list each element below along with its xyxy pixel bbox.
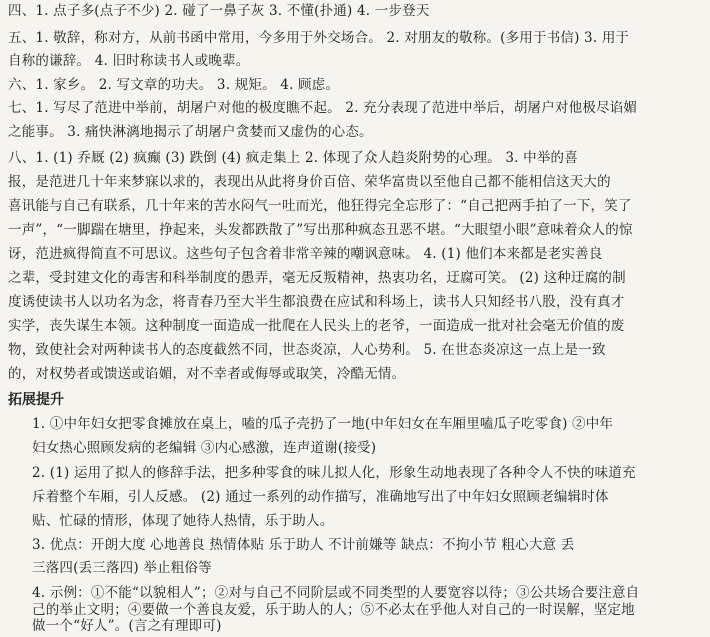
answer-line: 一声”，“一脚踹在塘里，挣起来，头发都跌散了”写出那种疯态丑恶不堪。“大眼望小眼”意味着众人的惊 bbox=[8, 222, 633, 238]
section-title: 拓展提升 bbox=[8, 392, 64, 408]
answer-line: 己的举止文明；④要做一个善良友爱，乐于助人的人；⑤不必太在乎他人对自己的一时误解，坚定地 bbox=[32, 602, 635, 618]
answer-line: 做一个“好人”。(言之有理即可) bbox=[32, 618, 222, 634]
answer-line: 四、1. 点子多(点子不少) 2. 碰了一鼻子灰 3. 不懂(扑通) 4. 一步登天 bbox=[8, 3, 430, 19]
answer-line: 4. 示例：①不能“以貌相人”；②对与自己不同阶层或不同类型的人要宽容以待；③公共场合要注意自 bbox=[32, 585, 640, 601]
answer-line: 斥着整个车厢，引人反感。 (2) 通过一系列的动作描写，准确地写出了中年妇女照顾老编辑时体 bbox=[32, 489, 609, 505]
answer-line: 度诱使读书人以功名为念，将青春乃至大半生都浪费在应试和科场上，读书人只知经书八股，没有真才 bbox=[8, 294, 625, 310]
answer-line: 物，致使社会对两种读书人的态度截然不同，世态炎凉，人心势利。 5. 在世态炎凉这一点上是一致 bbox=[8, 342, 606, 358]
answer-line: 讶，范进疯得简直不可思议。这些句子包含着非常辛辣的嘲讽意味。 4. (1) 他们本来都是老实善良 bbox=[8, 246, 603, 262]
answer-line: 八、1. (1) 乔厩 (2) 疯癫 (3) 跌倒 (4) 疯走集上 2. 体现了众人趋炎附势的心理。 3. 中举的喜 bbox=[8, 150, 578, 166]
answer-line: 妇女热心照顾发病的老编辑 ③内心感激，连声道谢(接受) bbox=[32, 440, 377, 456]
answer-line: 贴、忙碌的情形，体现了她待人热情，乐于助人。 bbox=[32, 513, 334, 529]
answer-line: 1. ①中年妇女把零食摊放在桌上，嗑的瓜子壳扔了一地(中年妇女在车厢里嗑瓜子吃零食) ②中年 bbox=[32, 416, 614, 432]
answer-line: 2. (1) 运用了拟人的修辞手法，把多种零食的味儿拟人化，形象生动地表现了各种令人不快的味道充 bbox=[32, 465, 636, 481]
answer-line: 六、1. 家乡。 2. 写文章的功夫。 3. 规矩。 4. 顾虑。 bbox=[8, 77, 340, 93]
answer-line: 的，对权势者或馈送或谄媚，对不幸者或侮辱或取笑，冷酷无情。 bbox=[8, 366, 406, 382]
answer-line: 3. 优点：开朗大度 心地善良 热情体贴 乐于助人 不计前嫌等 缺点：不拘小节 粗心大意 丢 bbox=[32, 537, 575, 553]
answer-line: 之辈，受封建文化的毒害和科举制度的愚弄，毫无反叛精神，热衷功名，迂腐可笑。 (2) 这种迂腐的制 bbox=[8, 270, 626, 286]
answer-line: 七、1. 写尽了范进中举前，胡屠户对他的极度瞧不起。 2. 充分表现了范进中举后，胡屠户对他极尽谄媚 bbox=[8, 100, 638, 116]
answer-line: 之能事。 3. 痛快淋漓地揭示了胡屠户贪婪而又虚伪的心态。 bbox=[8, 124, 373, 140]
answer-line: 报，是范进几十年来梦寐以求的，表现出从此将身价百倍、荣华富贵以至他自己都不能相信这天大的 bbox=[8, 174, 611, 190]
answer-line: 自称的谦辞。 4. 旧时称读书人或晚辈。 bbox=[8, 53, 250, 69]
answer-line: 实学，丧失谋生本领。这种制度一面造成一批爬在人民头上的老爷，一面造成一批对社会毫无价值的废 bbox=[8, 318, 625, 334]
answer-line: 喜讯能与自己有联系，几十年来的苦水闷气一吐而光，他狂得完全忘形了：“自己把两手拍了一下，笑了 bbox=[8, 198, 632, 214]
answer-line: 五、1. 敬辞，称对方，从前书函中常用，今多用于外交场合。 2. 对朋友的敬称。(多用于书信) 3. 用于 bbox=[8, 30, 630, 46]
answer-line: 三落四(丢三落四) 举止粗俗等 bbox=[32, 560, 212, 576]
